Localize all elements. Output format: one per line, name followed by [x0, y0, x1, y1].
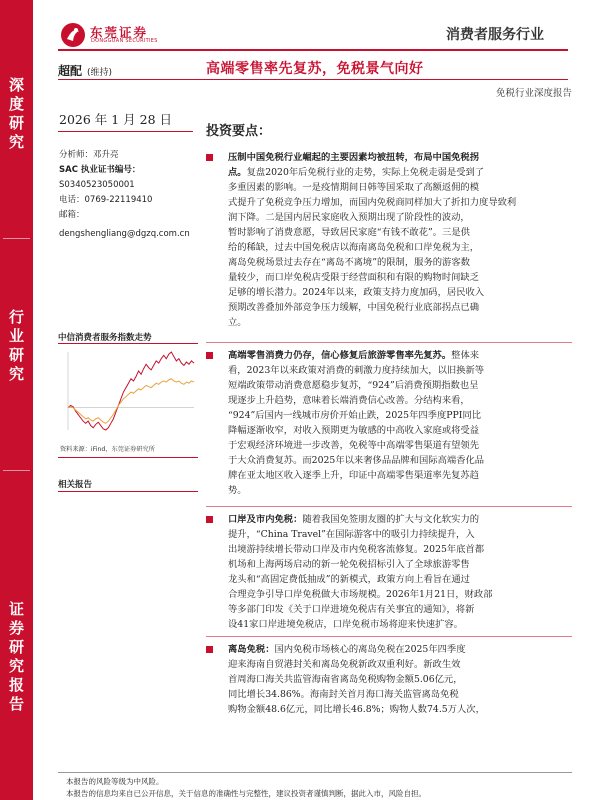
paragraph-line: 同比增长34.86%。海南封关首月海口海关监管离岛免税: [228, 689, 459, 700]
analyst-email-label: 邮箱：: [59, 210, 85, 220]
paragraph-line: 购物金额48.6亿元，同比增长46.8%；购物人数74.5万人次，: [228, 704, 485, 715]
bullet-icon: [206, 154, 218, 161]
sidebar-divider: [3, 470, 30, 471]
sidebar-char: 研: [8, 114, 24, 132]
date-rule: [58, 131, 193, 132]
paragraph-line: 首周海口海关共监管海南省离岛免税购物金额5.06亿元，: [228, 674, 463, 685]
rating-note: (维持): [87, 68, 113, 78]
paragraph-line: 看，2023年以来政策对消费的刺激力度持续加大，以旧换新等: [228, 365, 485, 376]
paragraph-line: 现逐步上升趋势，意味着长端消费信心改善。分结构来看，: [228, 395, 470, 406]
sidebar-char: 报: [8, 676, 24, 694]
sidebar-char: 研: [8, 346, 24, 364]
chart-bottom-rule: [58, 457, 198, 458]
paragraph-line: 势。: [228, 485, 247, 496]
bullet-icon: [206, 646, 218, 653]
bullet-icon: [206, 516, 218, 523]
paragraph-line: 给的稀缺，过去中国免税店以海南离岛免税和口岸免税为主，: [228, 242, 480, 253]
paragraph-line: 等多部门印发《关于口岸进境免税店有关事宜的通知》，将新: [228, 604, 475, 615]
index-trend-chart: [58, 346, 198, 440]
section-divider: [206, 342, 572, 343]
rating-label: 超配: [58, 64, 83, 78]
key-point-paragraph: [228, 512, 573, 632]
chart-source: 资料来源：iFind，东莞证券研究所: [60, 446, 155, 453]
paragraph-line: 龙头和“高固定费低抽成”的新模式，政策方向上看旨在通过: [228, 574, 470, 585]
sidebar-divider: [3, 238, 30, 239]
paragraph-line: 量较少，而口岸免税店受限于经营面积和有限的购物时间缺乏: [228, 272, 480, 283]
disclaimer: [66, 776, 426, 800]
section-divider: [206, 506, 572, 507]
report-date: 2026 年 1 月 28 日: [59, 112, 173, 127]
industry-title: 消费者服务行业: [446, 27, 544, 43]
analyst-phone: 电话：0769-22119410: [59, 195, 153, 205]
paragraph-line: 压制中国免税行业崛起的主要因素均被扭转，布局中国免税拐: [228, 152, 480, 163]
paragraph-line: 提升，“China Travel”在国际游客中的吸引力持续提升，入: [228, 529, 475, 540]
sidebar-char: 研: [8, 638, 24, 656]
paragraph-line: 合理竞争引导口岸免税做大市场规模。2026年1月21日，财政部: [228, 589, 493, 600]
sidebar-char: 券: [8, 619, 24, 637]
bullet-icon: [206, 352, 218, 359]
sidebar-char: 证: [8, 600, 24, 618]
sidebar-label-securities-report: [0, 600, 33, 714]
sidebar-char: 深: [8, 76, 24, 94]
headline-rule: [58, 79, 568, 80]
analyst-cert-label: SAC 执业证书编号：: [59, 165, 141, 175]
header-rule: [58, 49, 568, 51]
paragraph-line: 口岸及市内免税：随着我国免签朋友圈的扩大与文化软实力的: [228, 514, 480, 525]
paragraph-line: 立。: [228, 317, 247, 328]
brand-logo-icon: [60, 22, 86, 48]
analyst-info: [59, 148, 199, 242]
paragraph-line: 出境游持续增长带动口岸及市内免税客流修复。2025年底首都: [228, 544, 485, 555]
section-divider: [206, 636, 572, 637]
report-headline: 高端零售率先复苏，免税景气向好: [206, 61, 424, 77]
paragraph-line: 暂时影响了消费意愿，导致居民家庭“有钱不敢花”。三是供: [228, 227, 470, 238]
key-point-paragraph: [228, 348, 573, 498]
brand-name-cn: 东莞证券: [90, 25, 149, 40]
paragraph-line: 润下降。二是国内居民家庭收入预期出现了阶段性的波动，: [228, 212, 470, 223]
paragraph-line: 点。复盘2020年后免税行业的走势，实际上免税走弱是受到了: [228, 167, 485, 178]
analyst-name: 分析师：邓升亮: [59, 150, 119, 160]
sidebar-char: 业: [8, 327, 24, 345]
chart-title: 中信消费者服务指数走势: [58, 333, 152, 343]
sidebar-char: 行: [8, 308, 24, 326]
sidebar-char: 度: [8, 95, 24, 113]
related-reports-rule: [58, 491, 198, 492]
paragraph-line: 式提升了免税竞争压力增加，而国内免税商同样加大了折扣力度导致利: [228, 197, 517, 208]
related-reports-title: 相关报告: [58, 480, 93, 490]
paragraph-line: 迎来海南自贸港封关和离岛免税新政双重利好。新政生效: [228, 659, 461, 670]
paragraph-line: 预期改善叠加外部竞争压力缓解，中国免税行业底部拐点已确: [228, 302, 480, 313]
report-type: 免税行业深度报告: [495, 88, 572, 99]
paragraph-line: 离岛免税：国内免税市场核心的离岛免税在2025年四季度: [228, 644, 466, 655]
paragraph-line: 于大众消费复苏。而2025年以来奢侈品品牌和国际高端香化品: [228, 455, 485, 466]
disclaimer-line: 本报告的风险等级为中风险。: [66, 777, 164, 786]
key-point-paragraph: [228, 150, 573, 330]
paragraph-line: 牌在亚太地区收入逐季上升，印证中高端零售渠道率先复苏趋: [228, 470, 480, 481]
paragraph-line: 于宏观经济环境进一步改善，免税等中高端零售渠道有望领先: [228, 440, 480, 451]
paragraph-line: 离岛免税场景过去存在“离岛不离境”的限制，服务的游客数: [228, 257, 470, 268]
paragraph-line: “924”后国内一线城市房价开始止跌，2025年四季度PPI同比: [228, 410, 482, 421]
brand-name-en: DONGGUAN SECURITIES: [91, 38, 158, 44]
brand-logo: [60, 22, 160, 50]
paragraph-line: 足够的增长潜力。2024年以来，政策支持力度加码，居民收入: [228, 287, 485, 298]
analyst-email[interactable]: dengshengliang@dgzq.com.cn: [59, 229, 190, 239]
paragraph-line: 设41家口岸进境免税店，口岸免税市场将迎来快速扩容。: [228, 619, 463, 630]
chart-series-line-1: [68, 379, 194, 424]
key-point-paragraph: [228, 642, 573, 717]
rating: [58, 62, 112, 79]
disclaimer-rule: [58, 772, 572, 773]
sidebar-char: 究: [8, 365, 24, 383]
disclaimer-line: 本报告的信息均来自已公开信息，关于信息的准确性与完整性，建议投资者谨慎判断，据此入市，风险自担。: [66, 789, 426, 798]
paragraph-line: 高端零售消费力仍存，信心修复后旅游零售率先复苏。整体来: [228, 350, 480, 361]
sidebar-char: 究: [8, 133, 24, 151]
sidebar-label-industry-research: [0, 308, 33, 384]
sidebar-char: 究: [8, 657, 24, 675]
sidebar-char: 告: [8, 695, 24, 713]
paragraph-line: 机场和上海两场启动的新一轮免税招标引入了全球旅游零售: [228, 559, 470, 570]
sidebar-label-deep-research: [0, 76, 33, 152]
chart-rule: [58, 343, 198, 344]
paragraph-line: 短端政策带动消费意愿稳步复苏，“924”后消费预期指数也呈: [228, 380, 479, 391]
key-points-title: 投资要点：: [206, 124, 272, 139]
paragraph-line: 降幅逐渐收窄，对收入预期更为敏感的中高收入家庭或将受益: [228, 425, 480, 436]
paragraph-line: 多重因素的影响。一是疫情期间日韩等国采取了高额返佣的模: [228, 182, 480, 193]
analyst-cert-number: S0340523050001: [59, 180, 135, 190]
